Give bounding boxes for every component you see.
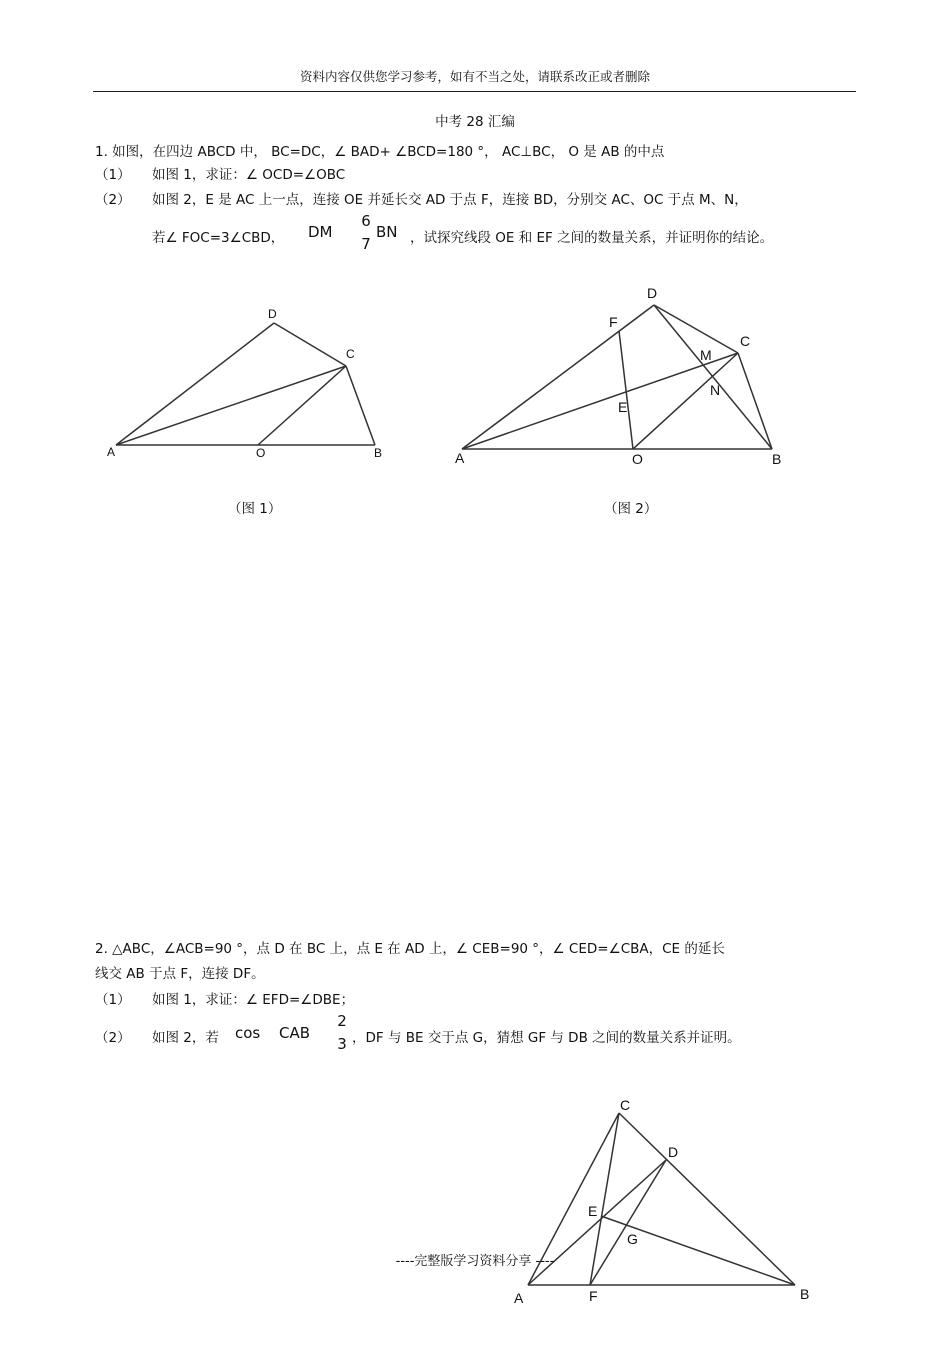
page-header: 资料内容仅供您学习参考，如有不当之处，请联系改正或者删除 (299, 69, 650, 84)
label-n: N (710, 382, 721, 398)
label-d: D (268, 307, 277, 321)
problem1-stem: 1. 如图，在四边 ABCD 中， BC=DC，∠ BAD+ ∠BCD=180 °， AC⊥BC， O 是 AB 的中点 (95, 144, 665, 160)
problem1-part1-num: （1） (95, 167, 131, 183)
problem1-fraction (358, 212, 374, 253)
problem2-part2-text: ，DF 与 BE 交于点 G，猜想 GF 与 DB 之间的数量关系并证明。 (352, 1030, 741, 1046)
segment-dc (654, 305, 738, 353)
figure-1-caption: （图 1） (228, 501, 282, 517)
fraction-numerator: 6 (361, 212, 371, 230)
label-a: A (107, 445, 116, 459)
problem1-part2-num: （2） (95, 192, 131, 208)
page-footer: ----完整版学习资料分享 ---- (395, 1254, 555, 1269)
segment-oc (258, 366, 346, 445)
segment-ad (116, 323, 274, 445)
segment-oc (633, 353, 738, 449)
problem1-dm: DM (308, 223, 333, 241)
label-o: O (256, 446, 266, 460)
label-b: B (772, 451, 782, 467)
problem1-part1-text: 如图 1，求证：∠ OCD=∠OBC (152, 167, 346, 183)
problem1-bn: BN (376, 223, 398, 241)
label-a: A (455, 450, 465, 466)
problem2-part1-text: 如图 1，求证：∠ EFD=∠DBE； (152, 992, 355, 1008)
problem1-part2-condition: 若∠ FOC=3∠CBD， (152, 230, 285, 246)
problem2-cab: CAB (279, 1024, 311, 1042)
label-f: F (589, 1288, 598, 1304)
label-b: B (374, 446, 383, 460)
label-e: E (588, 1203, 598, 1219)
segment-ac (462, 353, 738, 449)
problem2-line2: 线交 AB 于点 F，连接 DF。 (95, 966, 265, 982)
label-c: C (620, 1097, 631, 1113)
problem1-part2-line2: ，试探究线段 OE 和 EF 之间的数量关系，并证明你的结论。 (410, 230, 774, 246)
segment-ac (116, 366, 346, 445)
problem2-line1: 2. △ABC，∠ACB=90 °，点 D 在 BC 上，点 E 在 AD 上，∠ CEB=90 °，∠ CED=∠CBA，CE 的延长 (95, 941, 725, 957)
segment-of (619, 331, 633, 449)
problem2-fraction (334, 1012, 350, 1053)
label-f: F (609, 314, 618, 330)
label-o: O (632, 451, 643, 467)
figure-2-lines (462, 305, 772, 449)
segment-bd (654, 305, 772, 449)
figure-2-caption: （图 2） (604, 501, 658, 517)
problem1-part2-line1: 如图 2，E 是 AC 上一点，连接 OE 并延长交 AD 于点 F，连接 BD，分别交 AC、OC 于点 M、N， (152, 192, 748, 208)
problem2-part1-num: （1） (95, 992, 131, 1008)
segment-cb (346, 366, 375, 445)
segment-cb (738, 353, 772, 449)
fraction-denominator: 3 (337, 1035, 347, 1053)
label-d: D (647, 285, 658, 301)
problem2-cos: cos (235, 1024, 261, 1042)
label-g: G (627, 1231, 638, 1247)
label-c: C (346, 347, 355, 361)
fraction-numerator: 2 (337, 1012, 347, 1030)
problem2-part2-lead: 如图 2，若 (152, 1030, 219, 1046)
label-b: B (800, 1286, 810, 1302)
segment-ad (462, 305, 654, 449)
figure-1-lines (116, 323, 375, 445)
fraction-denominator: 7 (361, 235, 371, 253)
label-c: C (740, 333, 751, 349)
label-e: E (618, 399, 628, 415)
header-divider (93, 91, 856, 92)
label-m: M (700, 347, 712, 363)
label-a: A (514, 1290, 524, 1306)
problem2-part2-num: （2） (95, 1030, 131, 1046)
segment-dc (274, 323, 346, 366)
page-title: 中考 28 汇编 (435, 114, 515, 130)
label-d: D (668, 1144, 679, 1160)
